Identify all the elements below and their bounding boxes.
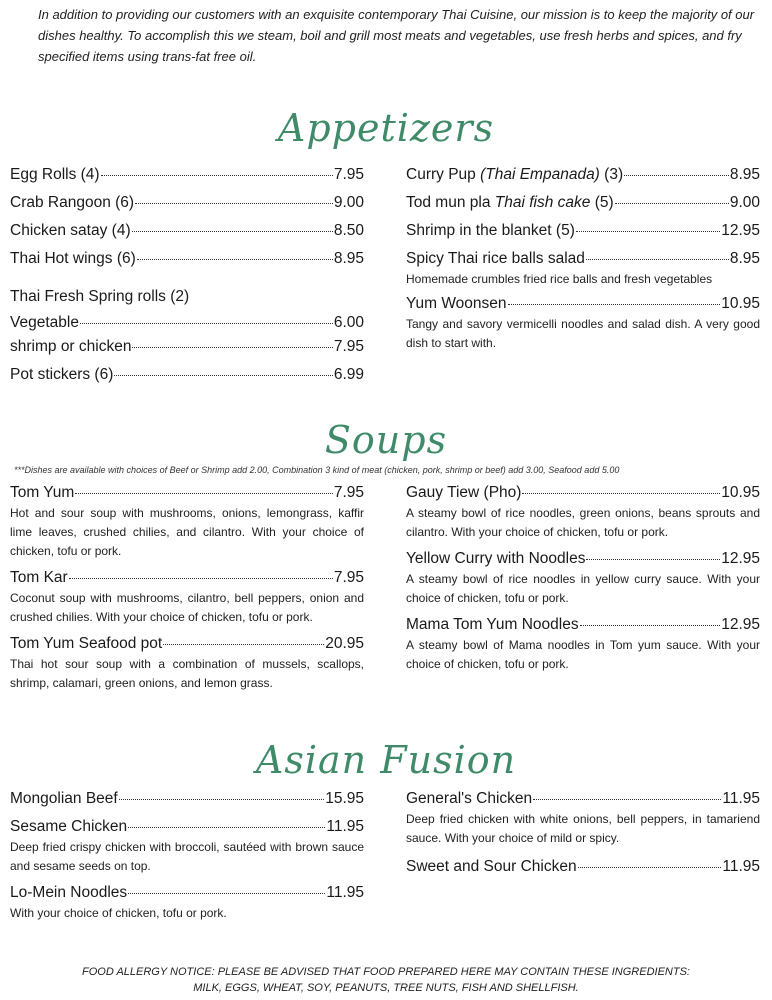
item-name: Mama Tom Yum Noodles xyxy=(406,616,579,633)
menu-item-sweet-sour-chicken xyxy=(406,856,760,878)
item-price: 20.95 xyxy=(325,635,364,652)
menu-item-spring-rolls xyxy=(10,286,364,358)
item-price: 9.00 xyxy=(333,194,364,211)
option-name: shrimp or chicken xyxy=(10,338,132,355)
leader-dots xyxy=(522,493,720,494)
option-price: 7.95 xyxy=(333,338,364,355)
item-price: 8.50 xyxy=(333,222,364,239)
item-name: Shrimp in the blanket (5) xyxy=(406,222,575,239)
leader-dots xyxy=(80,323,333,324)
item-name: Crab Rangoon (6) xyxy=(10,194,135,211)
item-description: A steamy bowl of rice noodles, green onions, beans sprouts and cilantro. With your choice of chicken, tofu or pork. xyxy=(406,506,760,539)
option-price: 6.00 xyxy=(333,314,364,331)
leader-dots xyxy=(624,175,729,176)
soups-left-column xyxy=(10,482,364,693)
item-name: Gauy Tiew (Pho) xyxy=(406,484,522,501)
asian-fusion-left-column xyxy=(10,788,364,923)
leader-dots xyxy=(137,259,333,260)
item-price: 8.95 xyxy=(333,250,364,267)
item-description: With your choice of chicken, tofu or pork. xyxy=(10,906,227,920)
item-name-tail: (3) xyxy=(599,166,624,183)
leader-dots xyxy=(132,231,333,232)
item-description: Hot and sour soup with mushrooms, onions, lemongrass, kaffir lime leaves, crushed chilies, and cilantro. With your choice of chicken, tofu or pork. xyxy=(10,506,364,558)
item-price: 11.95 xyxy=(722,790,760,807)
menu-item-shrimp-blanket xyxy=(406,220,760,242)
leader-dots xyxy=(114,375,332,376)
leader-dots xyxy=(132,347,332,348)
item-description: A steamy bowl of rice noodles in yellow curry sauce. With your choice of chicken, tofu or pork. xyxy=(406,572,760,605)
menu-item-chicken-satay xyxy=(10,220,364,242)
allergy-notice-line-2: MILK, EGGS, WHEAT, SOY, PEANUTS, TREE NUTS, FISH AND SHELLFISH. xyxy=(193,982,579,994)
menu-item-tom-yum xyxy=(10,482,364,561)
menu-item-mongolian-beef xyxy=(10,788,364,810)
item-name: Lo-Mein Noodles xyxy=(10,884,128,901)
menu-item-curry-pup xyxy=(406,164,760,186)
allergy-notice-line-1: FOOD ALLERGY NOTICE: PLEASE BE ADVISED THAT FOOD PREPARED HERE MAY CONTAIN THESE INGREDIENTS: xyxy=(82,966,690,978)
asian-fusion-right-column xyxy=(406,788,760,878)
menu-item-lo-mein xyxy=(10,882,364,923)
item-name: Tom Yum xyxy=(10,484,75,501)
item-name: Tom Yum Seafood pot xyxy=(10,635,163,652)
item-name: Tom Kar xyxy=(10,569,68,586)
item-price: 7.95 xyxy=(333,166,364,183)
asian-fusion-heading: Asian Fusion xyxy=(255,738,517,782)
item-description: Deep fried crispy chicken with broccoli, sautéed with brown sauce and sesame seeds on top. xyxy=(10,840,364,873)
item-description: A steamy bowl of Mama noodles in Tom yum sauce. With your choice of chicken, tofu or pork. xyxy=(406,638,760,671)
item-name-main: Tod mun pla xyxy=(406,194,495,211)
menu-item-sesame-chicken xyxy=(10,816,364,876)
menu-item-mama-tom-yum xyxy=(406,614,760,674)
item-name-tail: (5) xyxy=(590,194,614,211)
item-name: Pot stickers (6) xyxy=(10,366,114,383)
menu-item-tod-mun-pla xyxy=(406,192,760,214)
menu-item-gauy-tiew xyxy=(406,482,760,542)
item-description: Tangy and savory vermicelli noodles and salad dish. A very good dish to start with. xyxy=(406,317,760,350)
leader-dots xyxy=(533,799,721,800)
item-name: Sesame Chicken xyxy=(10,818,128,835)
item-name: Spicy Thai rice balls salad xyxy=(406,250,585,267)
item-name: Chicken satay (4) xyxy=(10,222,131,239)
soups-heading: Soups xyxy=(324,418,448,462)
leader-dots xyxy=(586,259,729,260)
item-price: 8.95 xyxy=(729,250,760,267)
leader-dots xyxy=(69,578,333,579)
appetizers-right-column xyxy=(406,164,760,353)
leader-dots xyxy=(578,867,722,868)
leader-dots xyxy=(615,203,729,204)
item-price: 9.00 xyxy=(729,194,760,211)
item-name: Yum Woonsen xyxy=(406,295,507,312)
item-name-italic: (Thai Empanada) xyxy=(480,166,600,183)
intro-paragraph: In addition to providing our customers with an exquisite contemporary Thai Cuisine, our mission is to keep the majority of our dishes healthy. To accomplish this we steam, boil and grill most meats and vegetables, use fresh herbs and spices, and fry specified items using trans-fat free oil. xyxy=(38,7,755,64)
leader-dots xyxy=(75,493,333,494)
item-price: 11.95 xyxy=(326,884,364,901)
item-price: 6.99 xyxy=(333,366,364,383)
appetizers-left-column xyxy=(10,164,364,386)
leader-dots xyxy=(163,644,324,645)
item-name: Mongolian Beef xyxy=(10,790,118,807)
leader-dots xyxy=(135,203,333,204)
menu-item-generals-chicken xyxy=(406,788,760,848)
leader-dots xyxy=(128,827,325,828)
menu-item-egg-rolls xyxy=(10,164,364,186)
item-name: Thai Fresh Spring rolls (2) xyxy=(10,288,190,305)
item-price: 8.95 xyxy=(729,166,760,183)
soups-note: ***Dishes are available with choices of Beef or Shrimp add 2.00, Combination 3 kind of meat (chicken, pork, shrimp or beef) add 3.00, Seafood add 5.00 xyxy=(14,465,620,475)
item-price: 7.95 xyxy=(333,569,364,586)
item-price: 12.95 xyxy=(721,550,760,567)
item-name: Thai Hot wings (6) xyxy=(10,250,136,267)
item-name-main: Curry Pup xyxy=(406,166,481,183)
item-price: 15.95 xyxy=(325,790,364,807)
leader-dots xyxy=(580,625,721,626)
item-description: Deep fried chicken with white onions, bell peppers, in tamariend sauce. With your choice of mild or spicy. xyxy=(406,812,760,845)
leader-dots xyxy=(508,304,721,305)
leader-dots xyxy=(119,799,324,800)
item-price: 11.95 xyxy=(722,858,760,875)
item-name xyxy=(406,164,623,186)
item-description: Coconut soup with mushrooms, cilantro, bell peppers, onion and crushed chilies. With your choice of chicken, tofu or pork. xyxy=(10,591,364,624)
menu-item-tom-kar xyxy=(10,567,364,627)
allergy-notice xyxy=(0,964,772,996)
item-price: 11.95 xyxy=(326,818,364,835)
item-price: 10.95 xyxy=(721,295,760,312)
menu-item-crab-rangoon xyxy=(10,192,364,214)
leader-dots xyxy=(128,893,325,894)
leader-dots xyxy=(586,559,720,560)
appetizers-heading: Appetizers xyxy=(277,106,495,150)
soups-right-column xyxy=(406,482,760,674)
menu-item-thai-hot-wings xyxy=(10,248,364,270)
item-name: Sweet and Sour Chicken xyxy=(406,858,577,875)
item-price: 12.95 xyxy=(721,222,760,239)
menu-item-yellow-curry-noodles xyxy=(406,548,760,608)
item-price: 12.95 xyxy=(721,616,760,633)
item-name: General's Chicken xyxy=(406,790,533,807)
item-description: Homemade crumbles fried rice balls and fresh vegetables xyxy=(406,272,713,286)
menu-item-rice-balls-salad xyxy=(406,248,760,289)
item-name: Yellow Curry with Noodles xyxy=(406,550,586,567)
leader-dots xyxy=(576,231,720,232)
item-price: 10.95 xyxy=(721,484,760,501)
item-name-italic: Thai fish cake xyxy=(494,194,591,211)
menu-item-yum-woonsen xyxy=(406,293,760,353)
menu-item-seafood-pot xyxy=(10,633,364,693)
item-price: 7.95 xyxy=(333,484,364,501)
item-name xyxy=(406,192,614,214)
item-name: Egg Rolls (4) xyxy=(10,166,100,183)
option-name: Vegetable xyxy=(10,314,79,331)
leader-dots xyxy=(101,175,333,176)
item-description: Thai hot sour soup with a combination of mussels, scallops, shrimp, calamari, green onions, and lemon grass. xyxy=(10,657,364,690)
menu-item-pot-stickers xyxy=(10,364,364,386)
